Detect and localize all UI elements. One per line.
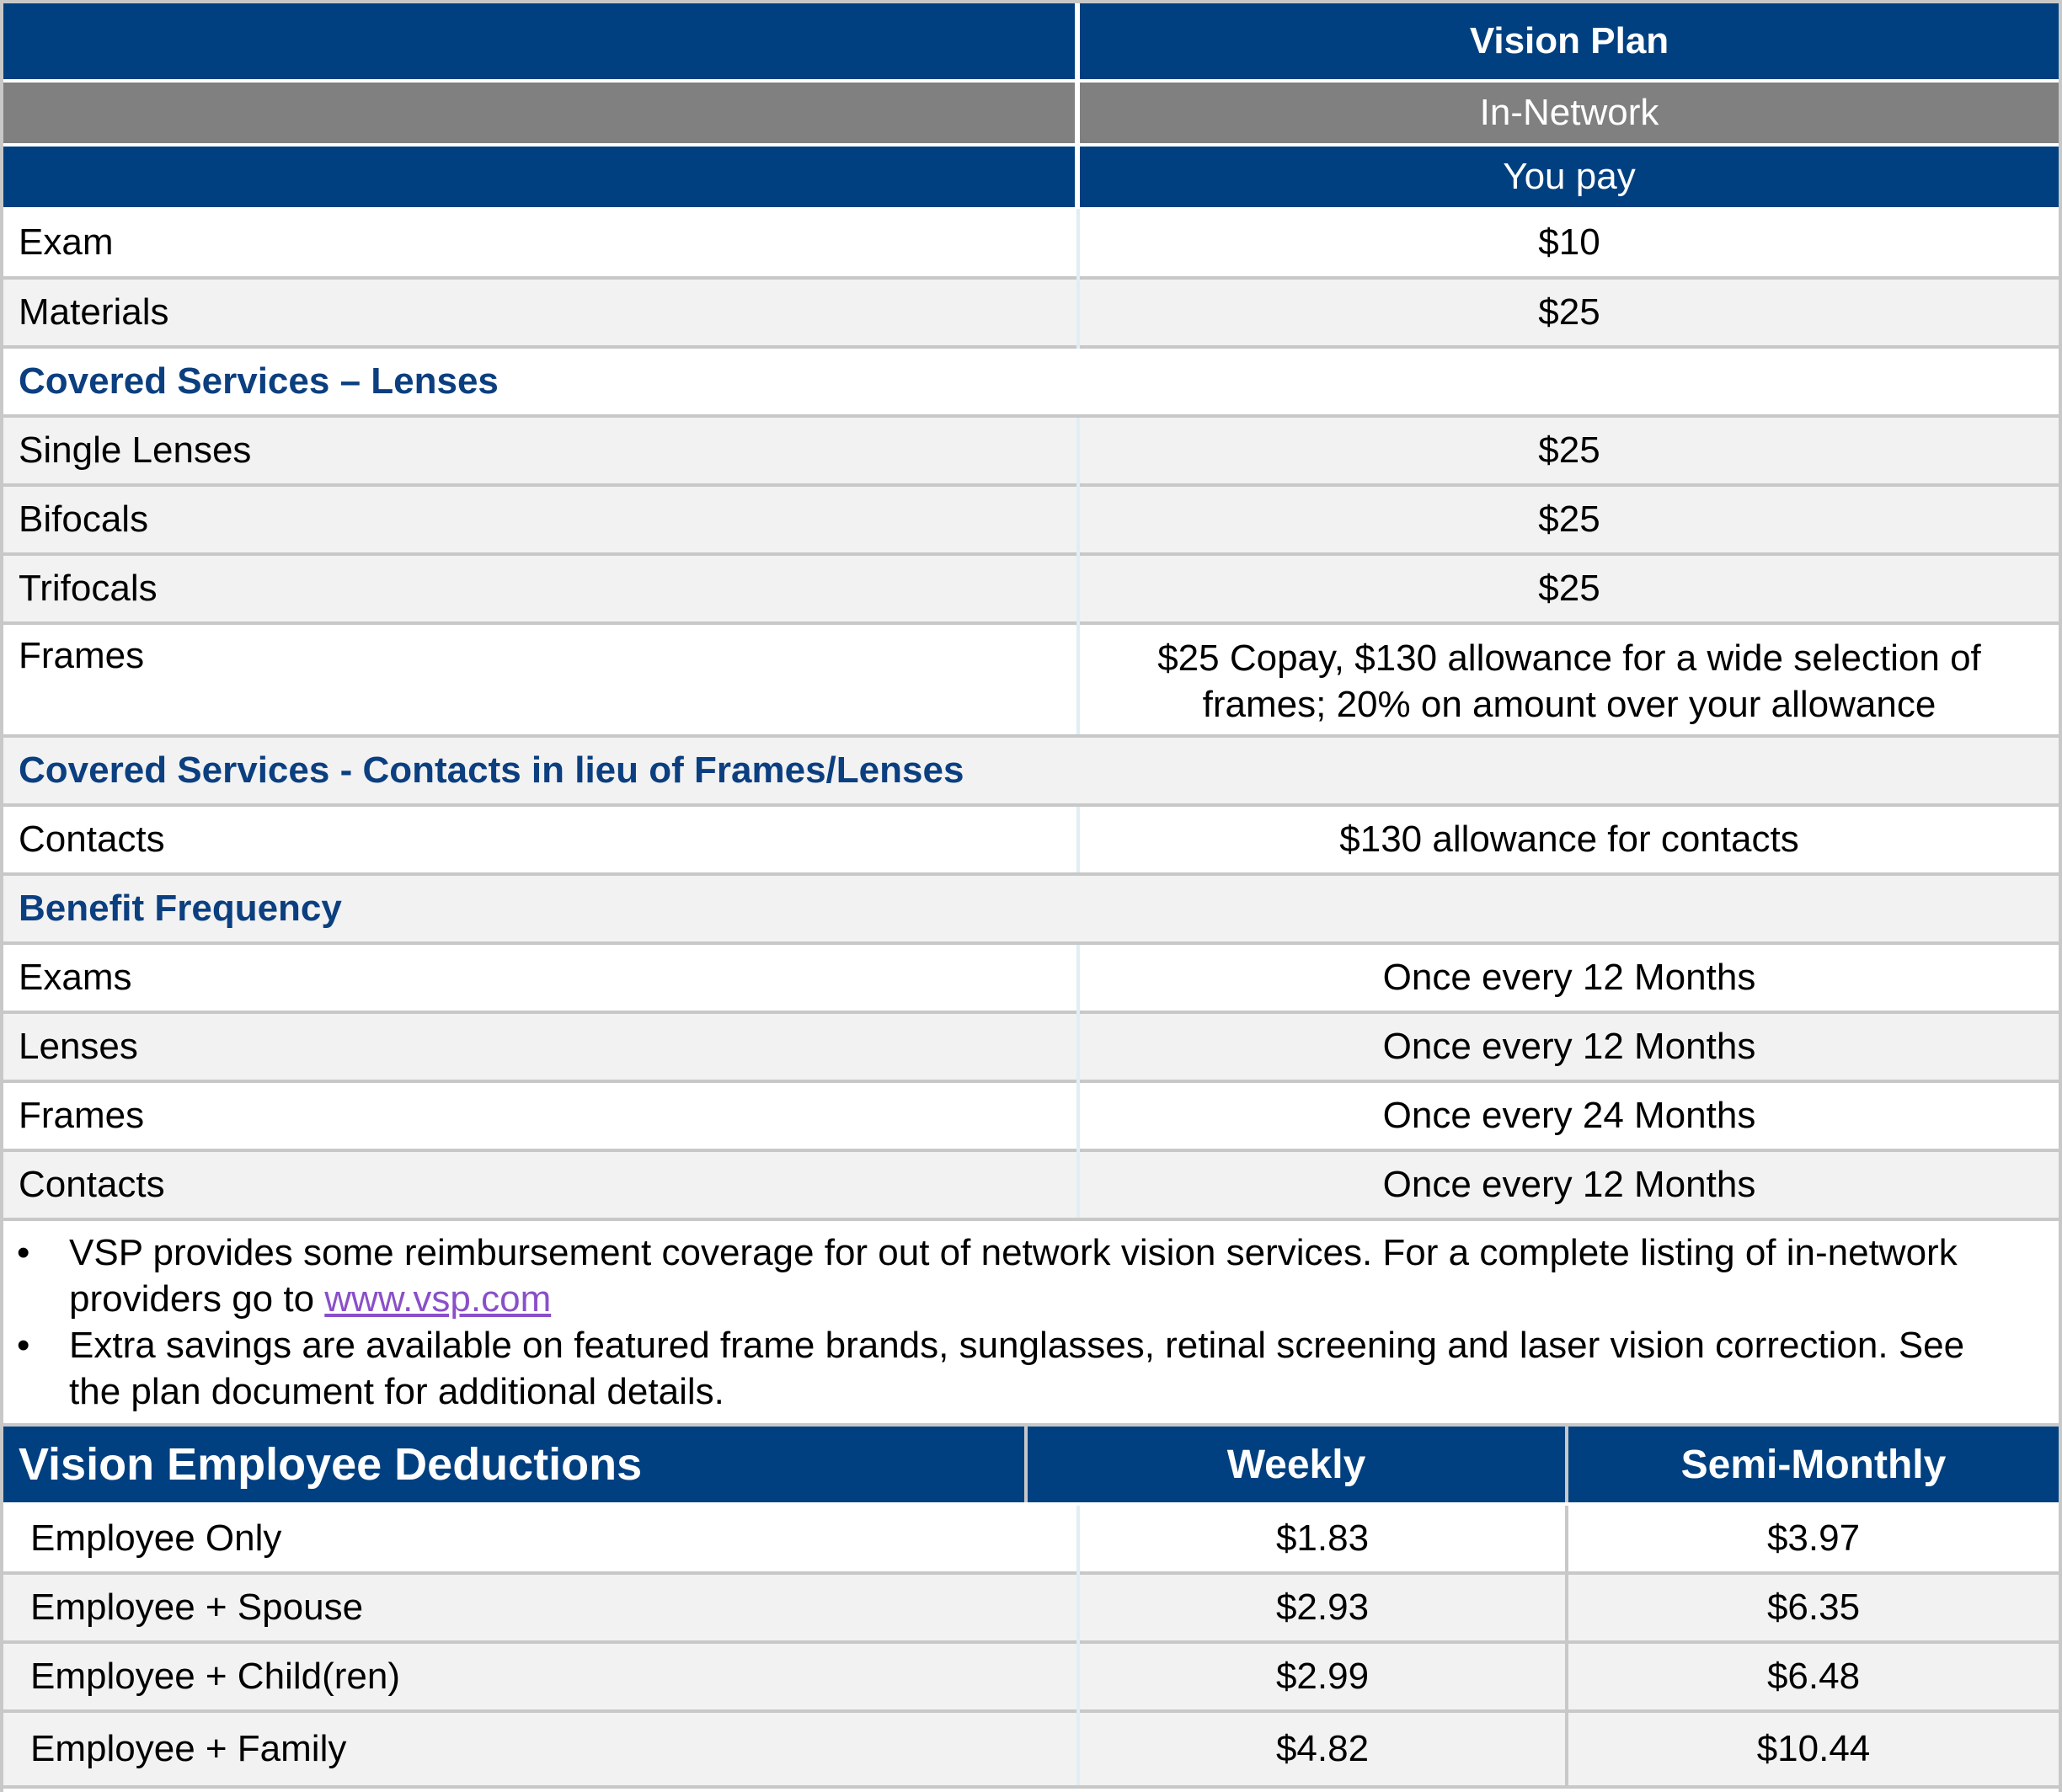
column-divider bbox=[1565, 1506, 1568, 1785]
table-row-label: Exams bbox=[3, 945, 1076, 1011]
table-row-value: Once every 12 Months bbox=[1080, 1014, 2059, 1080]
table-row-label: Employee + Spouse bbox=[3, 1575, 1076, 1640]
note-2 bbox=[69, 1322, 2057, 1415]
table-row-label: Exam bbox=[3, 209, 1076, 276]
table-row-label: Bifocals bbox=[3, 487, 1076, 552]
semi-monthly-value: $10.44 bbox=[1568, 1713, 2059, 1785]
table-row-value: $25 bbox=[1080, 556, 2059, 621]
header-blank-cell bbox=[3, 3, 1075, 79]
weekly-value: $2.99 bbox=[1080, 1644, 1565, 1709]
table-row-value: Once every 24 Months bbox=[1080, 1083, 2059, 1149]
weekly-value: $1.83 bbox=[1080, 1506, 1565, 1571]
deductions-title: Vision Employee Deductions bbox=[3, 1427, 1024, 1502]
top-border bbox=[0, 0, 2062, 3]
table-row-value: Once every 12 Months bbox=[1080, 945, 2059, 1011]
table-row-label: Contacts bbox=[3, 807, 1076, 872]
column-divider bbox=[1076, 945, 1080, 1218]
subheader-blank-cell bbox=[3, 83, 1075, 143]
weekly-column-header: Weekly bbox=[1028, 1427, 1565, 1502]
weekly-value: $4.82 bbox=[1080, 1713, 1565, 1785]
table-row-value: $25 bbox=[1080, 487, 2059, 552]
vsp-website-link[interactable]: www.vsp.com bbox=[324, 1278, 552, 1320]
note-1 bbox=[69, 1229, 2057, 1322]
weekly-value: $2.93 bbox=[1080, 1575, 1565, 1640]
table-row-label: Employee Only bbox=[3, 1506, 1076, 1571]
you-pay-blank-cell bbox=[3, 147, 1075, 207]
table-row-label: Frames bbox=[3, 625, 1076, 734]
note-2-line2: the plan document for additional details. bbox=[69, 1371, 724, 1412]
table-row-label: Trifocals bbox=[3, 556, 1076, 621]
table-row-value: Once every 12 Months bbox=[1080, 1152, 2059, 1218]
semi-monthly-value: $6.35 bbox=[1568, 1575, 2059, 1640]
note-1-prefix: providers go to bbox=[69, 1278, 325, 1320]
header-column-divider bbox=[1076, 0, 1080, 209]
row-divider bbox=[0, 1218, 2062, 1221]
in-network-subheader: In-Network bbox=[1080, 83, 2059, 143]
you-pay-header: You pay bbox=[1080, 147, 2059, 207]
right-border bbox=[2059, 0, 2062, 1792]
note-1-line1: VSP provides some reimbursement coverage for out of network vision services. For a complete listing of in-network bbox=[69, 1232, 1958, 1273]
table-row-label: Lenses bbox=[3, 1014, 1076, 1080]
table-row-label: Employee + Family bbox=[3, 1713, 1076, 1785]
table-row-label: Materials bbox=[3, 280, 1076, 345]
table-row-value: $130 allowance for contacts bbox=[1080, 807, 2059, 872]
frames-value bbox=[1080, 625, 2059, 734]
section-heading-contacts: Covered Services - Contacts in lieu of Frames/Lenses bbox=[3, 738, 2059, 803]
table-row-label: Contacts bbox=[3, 1152, 1076, 1218]
column-divider bbox=[1076, 1506, 1080, 1785]
section-heading-lenses: Covered Services – Lenses bbox=[3, 349, 2059, 414]
header-column-divider bbox=[1565, 1427, 1568, 1502]
table-row-label: Employee + Child(ren) bbox=[3, 1644, 1076, 1709]
bullet-point: • bbox=[17, 1325, 30, 1366]
column-divider bbox=[1076, 807, 1080, 872]
semi-monthly-value: $3.97 bbox=[1568, 1506, 2059, 1571]
frames-value-line1: $25 Copay, $130 allowance for a wide selection of bbox=[1157, 637, 1981, 679]
column-divider bbox=[1076, 418, 1080, 734]
bullet-point: • bbox=[17, 1232, 30, 1273]
frames-value-line2: frames; 20% on amount over your allowance bbox=[1202, 684, 1936, 725]
table-row-label: Single Lenses bbox=[3, 418, 1076, 483]
note-2-line1: Extra savings are available on featured frame brands, sunglasses, retinal screening and laser vision correction. See bbox=[69, 1325, 1965, 1366]
table-row-value: $25 bbox=[1080, 280, 2059, 345]
table-row-value: $10 bbox=[1080, 209, 2059, 276]
note-1-line2 bbox=[69, 1276, 2057, 1322]
vision-plan-header: Vision Plan bbox=[1080, 3, 2059, 79]
section-heading-frequency: Benefit Frequency bbox=[3, 876, 2059, 941]
column-divider bbox=[1076, 209, 1080, 349]
table-row-label: Frames bbox=[3, 1083, 1076, 1149]
header-column-divider bbox=[1024, 1427, 1028, 1502]
table-row-value: $25 bbox=[1080, 418, 2059, 483]
semi-monthly-column-header: Semi-Monthly bbox=[1568, 1427, 2059, 1502]
plan-notes bbox=[3, 1229, 2059, 1423]
semi-monthly-value: $6.48 bbox=[1568, 1644, 2059, 1709]
bottom-border bbox=[0, 1785, 2062, 1789]
